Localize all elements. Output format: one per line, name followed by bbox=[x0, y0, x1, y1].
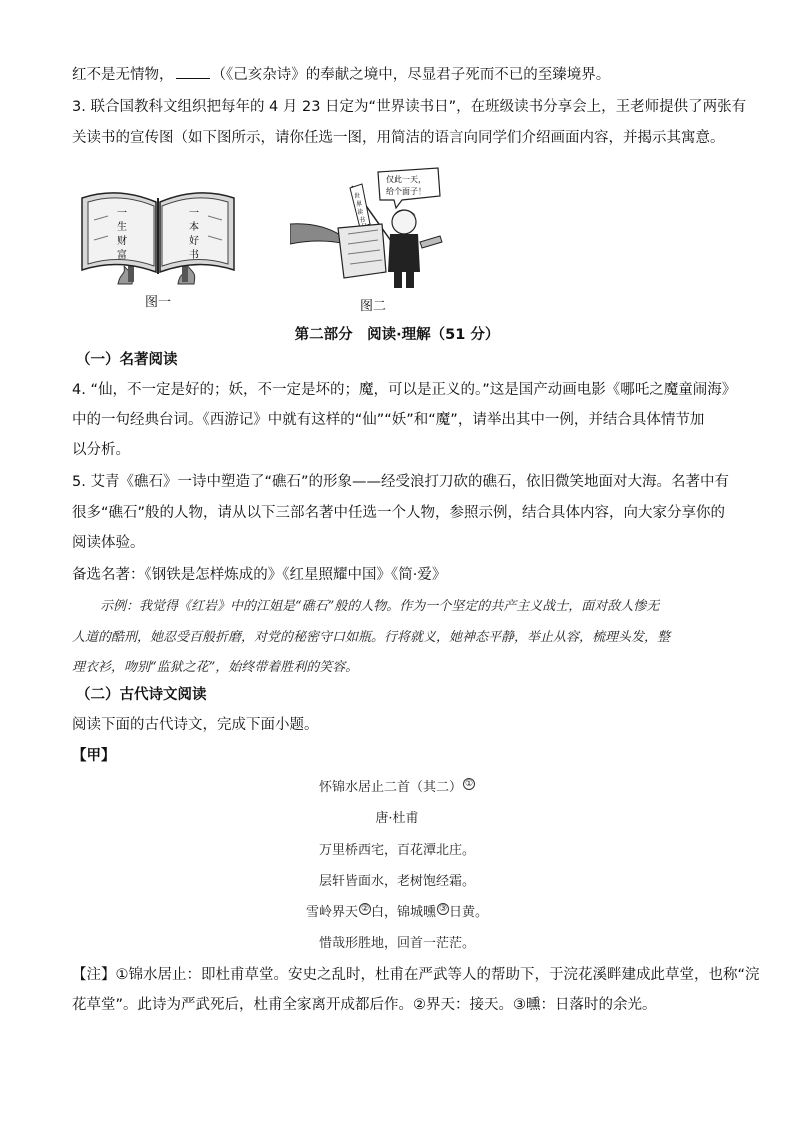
question-3-line-2: 关读书的宣传图（如下图所示，请你任选一图，用简洁的语言向同学们介绍画面内容，并揭示其寓意。 bbox=[72, 130, 725, 146]
subsection-ancient-poetry: （二）古代诗文阅读 bbox=[76, 687, 207, 703]
fig1-right-char-3: 好 bbox=[189, 236, 199, 247]
fig1-right-char-4: 书 bbox=[189, 250, 199, 261]
poem-segment: 雪岭界天 bbox=[305, 905, 358, 920]
text-segment: 红不是无情物， bbox=[72, 67, 174, 83]
candidate-books: 备选名著：《钢铁是怎样炼成的》《红星照耀中国》《简·爱》 bbox=[72, 567, 447, 583]
fig2-bubble-line-2: 给个面子！ bbox=[386, 187, 426, 196]
figure-1-illustration bbox=[78, 180, 238, 288]
poem-segment: 日黄。 bbox=[449, 905, 489, 920]
text-segment: （《己亥杂诗》的奉献之境中，尽显君子死而不已的至臻境界。 bbox=[211, 67, 611, 83]
passage-jia-label: 【甲】 bbox=[72, 748, 116, 764]
fig2-banner-char-3: 读 bbox=[357, 209, 364, 216]
poem-segment: 白，锦城曛 bbox=[370, 905, 436, 920]
question-5-line-1: 5. 艾青《礁石》一诗中塑造了“礁石”的形象——经受浪打刀砍的礁石，依旧微笑地面对大海。名著中有 bbox=[72, 474, 729, 490]
poem-title-text: 怀锦水居止二首（其二） bbox=[318, 780, 462, 795]
figure-2-caption: 图二 bbox=[360, 299, 387, 314]
question-4-line-1: 4. “仙，不一定是好的；妖，不一定是坏的；魔，可以是正义的。”这是国产动画电影《哪吒之魔童闹海》 bbox=[72, 382, 737, 398]
footnote-marker: ③ bbox=[438, 903, 448, 914]
example-line-2: 人道的酷刑，她忍受百般折磨，对党的秘密守口如瓶。行将就义，她神态平静，举止从容，梳理头发，整 bbox=[72, 630, 671, 645]
poem-line-3 bbox=[0, 901, 794, 920]
poem-author: 唐·杜甫 bbox=[375, 811, 419, 826]
fig1-left-char-3: 财 bbox=[117, 236, 127, 247]
fig1-left-char-2: 生 bbox=[117, 222, 127, 233]
fig2-banner-char-4: 书 bbox=[359, 217, 366, 224]
fig1-right-char-1: 一 bbox=[189, 208, 199, 219]
notes-line-2: 花草堂”。此诗为严武死后，杜甫全家离开成都后作。②界天：接天。③曛：日落时的余光。 bbox=[72, 997, 657, 1013]
notes-line-1: 【注】①锦水居止：即杜甫草堂。安史之乱时，杜甫在严武等人的帮助下，于浣花溪畔建成此草堂，也称“浣 bbox=[72, 967, 760, 983]
fig2-banner-char-2: 界 bbox=[356, 201, 363, 208]
question-5-line-2: 很多“礁石”般的人物，请从以下三部名著中任选一个人物，参照示例，结合具体内容，向大家分享你的 bbox=[72, 505, 726, 521]
footnote-marker: ① bbox=[464, 778, 474, 789]
figure-1-caption: 图一 bbox=[145, 295, 172, 310]
fig1-right-char-2: 本 bbox=[189, 222, 199, 233]
poem-line-4: 惜哉形胜地，回首一茫茫。 bbox=[318, 936, 475, 951]
fig2-banner-char-1: 世 bbox=[354, 193, 361, 200]
footnote-marker: ② bbox=[360, 903, 370, 914]
fig1-left-char-1: 一 bbox=[117, 208, 127, 219]
intro-line bbox=[72, 64, 610, 85]
figure-2-illustration bbox=[290, 164, 450, 292]
question-4-line-2: 中的一句经典台词。《西游记》中就有这样的“仙”“妖”和“魔”，请举出其中一例，并结合具体情节加 bbox=[72, 412, 705, 428]
example-line-3: 理衣衫，吻别“监狱之花”，始终带着胜利的笑容。 bbox=[72, 660, 359, 675]
question-4-line-3: 以分析。 bbox=[72, 442, 130, 458]
fig2-bubble-line-1: 仅此一天， bbox=[386, 175, 426, 184]
question-5-line-3: 阅读体验。 bbox=[72, 535, 145, 551]
section-title: 第二部分 阅读·理解（51 分） bbox=[294, 327, 500, 343]
poem-line-2: 层轩皆面水，老树饱经霜。 bbox=[318, 874, 475, 889]
poem-line-1: 万里桥西宅，百花潭北庄。 bbox=[318, 843, 475, 858]
example-line-1: 示例：我觉得《红岩》中的江姐是“礁石”般的人物。作为一个坚定的共产主义战士，面对敌人惨无 bbox=[100, 599, 660, 614]
question-3-line-1: 3. 联合国教科文组织把每年的 4 月 23 日定为“世界读书日”，在班级读书分享会上，王老师提供了两张有 bbox=[72, 99, 747, 115]
poem-title bbox=[0, 776, 794, 795]
subsection-famous-works: （一）名著阅读 bbox=[76, 352, 178, 368]
reading-instruction: 阅读下面的古代诗文，完成下面小题。 bbox=[72, 717, 319, 733]
fill-blank bbox=[176, 64, 210, 79]
fig1-left-char-4: 富 bbox=[117, 250, 127, 261]
